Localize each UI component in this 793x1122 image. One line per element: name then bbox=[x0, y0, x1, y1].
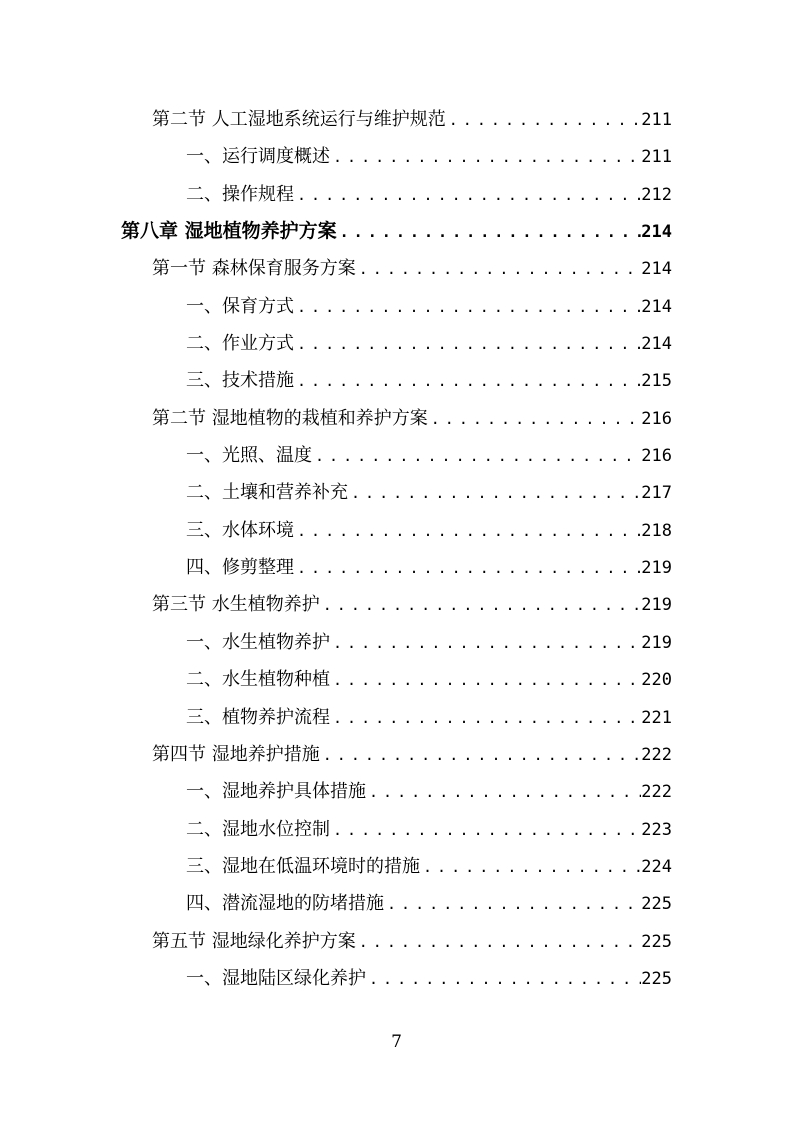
toc-section-entry[interactable] bbox=[152, 101, 672, 138]
toc-section-entry[interactable] bbox=[152, 923, 672, 960]
toc-dot-leader bbox=[348, 475, 641, 512]
toc-subsection-entry[interactable] bbox=[186, 848, 672, 885]
toc-subsection-entry[interactable] bbox=[186, 474, 672, 511]
toc-dot-leader bbox=[330, 625, 641, 662]
toc-entry-label: 一、光照、温度 bbox=[186, 445, 312, 467]
toc-subsection-entry[interactable] bbox=[186, 138, 672, 175]
toc-dot-leader bbox=[330, 812, 641, 849]
toc-subsection-entry[interactable] bbox=[186, 773, 672, 810]
toc-entry-label: 第三节 水生植物养护 bbox=[152, 594, 320, 616]
toc-entry-page-number: 218 bbox=[641, 520, 672, 541]
toc-subsection-entry[interactable] bbox=[186, 885, 672, 922]
toc-entry-page-number: 225 bbox=[641, 968, 672, 989]
toc-dot-leader bbox=[294, 289, 641, 326]
toc-entry-page-number: 211 bbox=[641, 110, 672, 130]
toc-entry-page-number: 216 bbox=[641, 446, 672, 467]
toc-entry-page-number: 223 bbox=[641, 819, 672, 840]
toc-entry-page-number: 219 bbox=[641, 632, 672, 653]
toc-entry-label: 第二节 人工湿地系统运行与维护规范 bbox=[152, 109, 446, 130]
toc-subsection-entry[interactable] bbox=[186, 437, 672, 474]
toc-section-entry[interactable] bbox=[152, 736, 672, 773]
toc-entry-label: 二、水生植物种植 bbox=[186, 669, 330, 691]
toc-dot-leader bbox=[366, 961, 641, 998]
toc-dot-leader bbox=[420, 849, 641, 886]
toc-entry-label: 第二节 湿地植物的栽植和养护方案 bbox=[152, 407, 428, 429]
toc-dot-leader bbox=[384, 886, 641, 923]
toc-dot-leader bbox=[294, 550, 641, 587]
toc-dot-leader bbox=[320, 587, 642, 624]
toc-dot-leader bbox=[428, 401, 642, 438]
toc-dot-leader bbox=[320, 737, 642, 774]
toc-entry-label: 第八章 湿地植物养护方案 bbox=[121, 220, 337, 243]
toc-subsection-entry[interactable] bbox=[186, 176, 672, 213]
toc-entry-label: 第四节 湿地养护措施 bbox=[152, 743, 320, 765]
toc-dot-leader bbox=[356, 924, 642, 961]
toc-subsection-entry[interactable] bbox=[186, 325, 672, 362]
toc-subsection-entry[interactable] bbox=[186, 549, 672, 586]
toc-dot-leader bbox=[294, 326, 641, 363]
toc-entry-label: 三、技术措施 bbox=[186, 370, 294, 392]
toc-entry-page-number: 215 bbox=[641, 371, 672, 392]
toc-entry-page-number: 219 bbox=[641, 595, 672, 616]
toc-entry-label: 三、水体环境 bbox=[186, 519, 294, 541]
table-of-contents bbox=[0, 101, 793, 997]
toc-subsection-entry[interactable] bbox=[186, 512, 672, 549]
toc-entry-page-number: 222 bbox=[641, 782, 672, 803]
toc-entry-label: 二、操作规程 bbox=[186, 183, 294, 205]
toc-entry-page-number: 214 bbox=[641, 296, 672, 317]
toc-subsection-entry[interactable] bbox=[186, 960, 672, 997]
toc-entry-page-number: 217 bbox=[641, 483, 672, 504]
toc-subsection-entry[interactable] bbox=[186, 624, 672, 661]
toc-entry-label: 四、潜流湿地的防堵措施 bbox=[186, 893, 384, 915]
toc-section-entry[interactable] bbox=[152, 400, 672, 437]
toc-entry-page-number: 211 bbox=[641, 147, 672, 168]
toc-entry-label: 三、植物养护流程 bbox=[186, 706, 330, 728]
toc-dot-leader bbox=[446, 102, 642, 139]
toc-entry-label: 一、水生植物养护 bbox=[186, 631, 330, 653]
toc-dot-leader bbox=[366, 774, 641, 811]
toc-dot-leader bbox=[294, 363, 641, 400]
toc-entry-label: 一、湿地陆区绿化养护 bbox=[186, 967, 366, 989]
toc-entry-label: 三、湿地在低温环境时的措施 bbox=[186, 855, 420, 877]
toc-dot-leader bbox=[294, 513, 641, 550]
toc-entry-label: 二、湿地水位控制 bbox=[186, 818, 330, 840]
toc-dot-leader bbox=[312, 438, 641, 475]
toc-chapter-entry[interactable] bbox=[121, 213, 672, 250]
toc-entry-label: 二、土壤和营养补充 bbox=[186, 482, 348, 504]
toc-dot-leader bbox=[337, 214, 642, 251]
toc-dot-leader bbox=[330, 139, 641, 176]
page-number: 7 bbox=[391, 1032, 402, 1052]
toc-entry-label: 一、保育方式 bbox=[186, 295, 294, 317]
toc-entry-page-number: 222 bbox=[641, 744, 672, 765]
toc-section-entry[interactable] bbox=[152, 586, 672, 623]
toc-entry-page-number: 221 bbox=[641, 707, 672, 728]
toc-entry-page-number: 214 bbox=[641, 222, 672, 243]
toc-subsection-entry[interactable] bbox=[186, 288, 672, 325]
toc-entry-page-number: 216 bbox=[641, 408, 672, 429]
toc-entry-page-number: 224 bbox=[641, 856, 672, 877]
toc-entry-label: 一、运行调度概述 bbox=[186, 146, 330, 168]
toc-subsection-entry[interactable] bbox=[186, 362, 672, 399]
toc-dot-leader bbox=[330, 700, 641, 737]
toc-entry-page-number: 219 bbox=[641, 558, 672, 579]
toc-entry-label: 第五节 湿地绿化养护方案 bbox=[152, 930, 356, 952]
toc-dot-leader bbox=[294, 177, 641, 214]
toc-subsection-entry[interactable] bbox=[186, 661, 672, 698]
toc-entry-page-number: 220 bbox=[641, 670, 672, 691]
toc-entry-label: 四、修剪整理 bbox=[186, 557, 294, 579]
toc-entry-page-number: 225 bbox=[641, 894, 672, 915]
toc-section-entry[interactable] bbox=[152, 250, 672, 287]
toc-entry-label: 二、作业方式 bbox=[186, 333, 294, 355]
toc-entry-page-number: 212 bbox=[641, 184, 672, 205]
toc-entry-page-number: 214 bbox=[641, 334, 672, 355]
toc-dot-leader bbox=[356, 251, 642, 288]
toc-dot-leader bbox=[330, 662, 641, 699]
toc-entry-page-number: 214 bbox=[641, 259, 672, 280]
toc-entry-page-number: 225 bbox=[641, 931, 672, 952]
toc-subsection-entry[interactable] bbox=[186, 811, 672, 848]
toc-subsection-entry[interactable] bbox=[186, 699, 672, 736]
toc-entry-label: 第一节 森林保育服务方案 bbox=[152, 258, 356, 280]
toc-entry-label: 一、湿地养护具体措施 bbox=[186, 781, 366, 803]
